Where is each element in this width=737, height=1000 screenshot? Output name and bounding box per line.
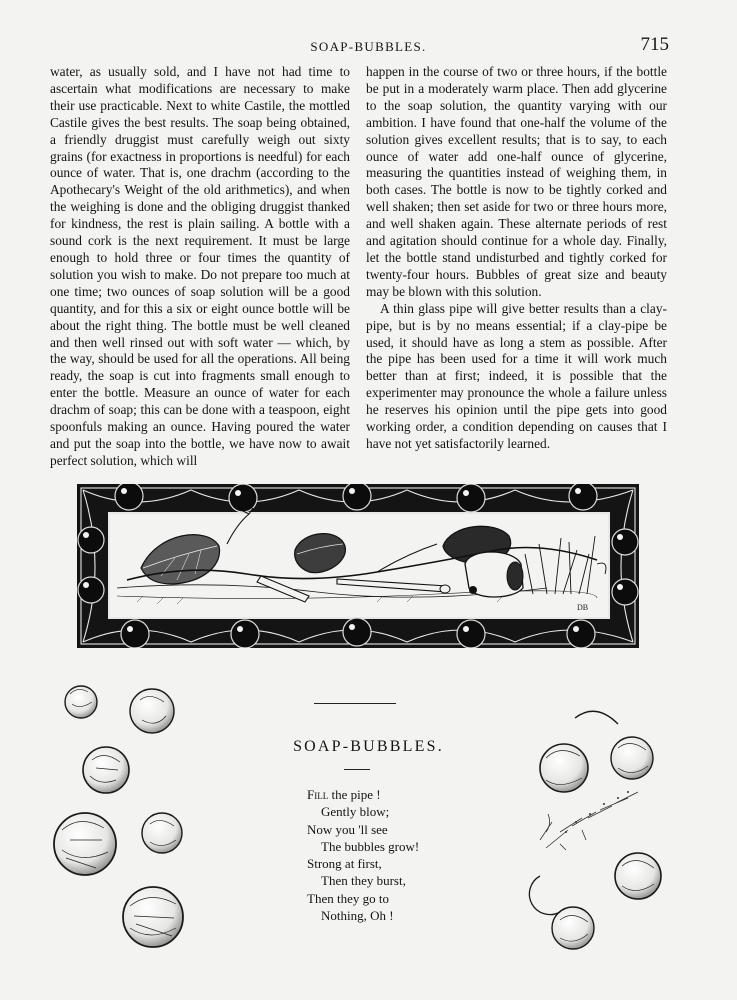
right-column (366, 64, 667, 453)
running-head: SOAP-BUBBLES. (310, 39, 427, 54)
poem-line-6: Then they burst, (321, 873, 406, 889)
bubble (540, 744, 588, 792)
bubble (83, 747, 129, 793)
bubble-group-left (54, 686, 183, 947)
bubble-group-right (540, 737, 661, 949)
poem-line-7: Then they go to (307, 890, 389, 906)
bubble (142, 813, 182, 853)
page-header (0, 34, 737, 60)
right-paragraph-2: A thin glass pipe will give better results than a clay-pipe, but is by no means essential; if a clay-pipe be used, it should have as long a stem as possible. After the pipe has been used for a time it will work much better than at first; indeed, it is possible that the experimenter may pronounce the whole a failure unless he reserves his opinion until the pipe gets into good working order, a condition depending on causes that I have not yet satisfactorily learned. (366, 300, 667, 451)
bubble (130, 689, 174, 733)
poem-line-8: Nothing, Oh ! (321, 908, 394, 924)
ornament-border-illustration (77, 484, 639, 648)
left-paragraph: water, as usually sold, and I have not had time to ascertain what modifications are necessary to make their use practicable. Next to white Castile, the mottled Castile gives the best results. The soap being obtained, a friendly druggist must carefully weigh out sixty grains (for exactness in proportions is needful) for each ounce of water. That is, one drachm (according to the Apothecary's Weight of the old arithmetics), and when the weighing is done and the obliging druggist thanked for kindness, the rest is plain sailing. A bottle with a sound cork is the next requirement. It must be large enough to hold three or four times the quantity of solution you wish to make. Do not prepare too much at one time; two ounces of soap solution will be a good quantity, and for this a six or eight ounce bottle will be about the right thing. The bottle must be well cleaned and then well rinsed out with soft water — which, by the way, should be used for all the operations. All being ready, the soap is cut into fragments small enough to enter the bottle. Measure an ounce of water for each drachm of soap; this can be done with a teaspoon, eight spoonfuls making an ounce. Having poured the water and put the soap into the bottle, we have now to await perfect solution, which will (50, 64, 350, 468)
page-number: 715 (640, 34, 669, 55)
poem-line-4: The bubbles grow! (321, 838, 420, 854)
left-column (50, 64, 350, 470)
poem-first-word: Fill (307, 787, 329, 802)
bubble (65, 686, 97, 718)
poem-title: SOAP-BUBBLES. (293, 738, 444, 755)
bubble-illustrations (0, 680, 737, 980)
bubble (615, 853, 661, 899)
right-paragraph-1: happen in the course of two or three hours, if the bottle be put in a moderately warm place. Then add glycerine to the soap solution, the quantity varying with our ambition. I have found that one-half the volume of the solution gives excellent results; that is to say, to each ounce of water add one-half ounce of glycerine, measuring the quantities instead of weighing them, in both cases. The bottle is now to be tightly corked and well shaken; then set aside for two or three hours more, and well shaken again. These alternate periods of rest and agitation should continue for a whole day. Finally, let the bottle stand undisturbed and tightly corked for twenty-four hours. Bubbles of great size and beauty may be blown with this solution. (366, 64, 667, 299)
artist-signature: DB (577, 603, 589, 612)
poem-first-line-rest: the pipe ! (328, 787, 381, 802)
bubble (54, 813, 116, 875)
poem-line-5: Strong at first, (307, 856, 382, 872)
poem-line-2: Gently blow; (321, 804, 390, 820)
poem-line-3: Now you 'll see (307, 821, 388, 837)
decorative-illustration-panel (77, 484, 639, 648)
